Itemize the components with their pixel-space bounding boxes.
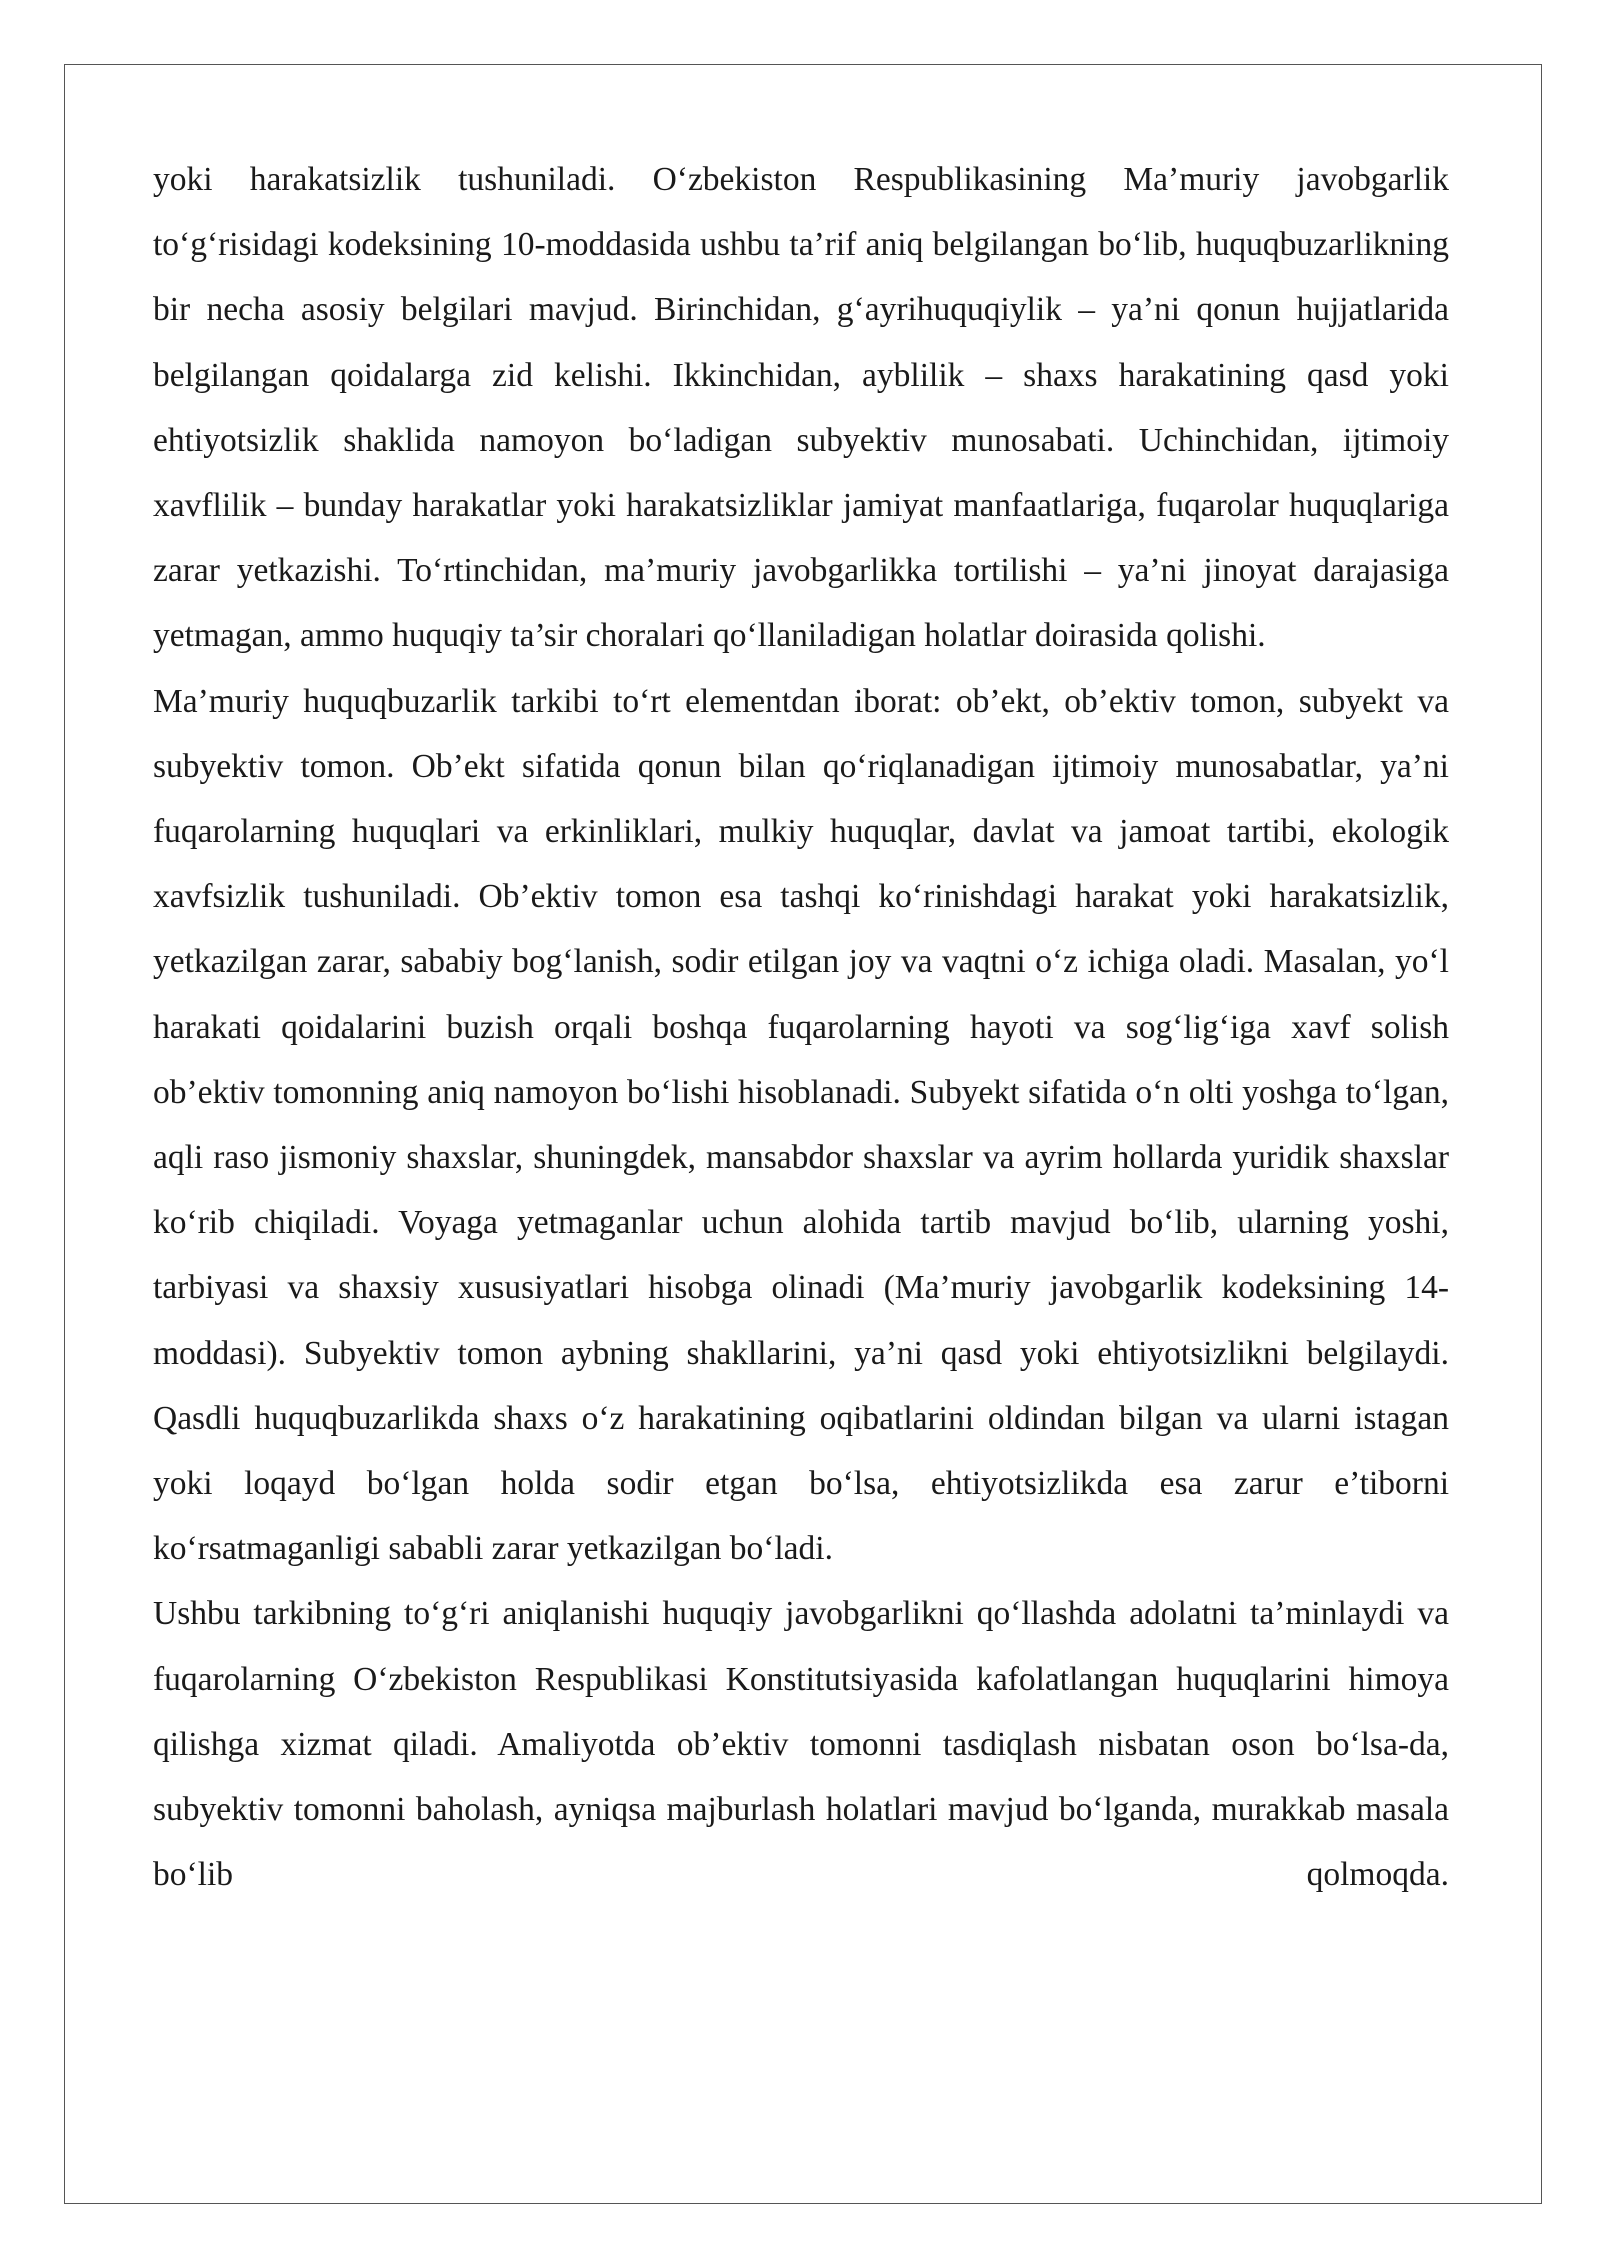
paragraph-1: yoki harakatsizlik tushuniladi. O‘zbekiston Respublikasining Ma’muriy javobgarlik to‘g‘risidagi kodeksining 10-moddasida ushbu ta’rif aniq belgilangan bo‘lib, huquqbuzarlikning bir necha asosiy belgilari mavjud. Birinchidan, g‘ayrihuquqiylik – ya’ni qonun hujjatlarida belgilangan qoidalarga zid kelishi. Ikkinchidan, ayblilik – shaxs harakatining qasd yoki ehtiyotsizlik shaklida namoyon bo‘ladigan subyektiv munosabati. Uchinchidan, ijtimoiy xavflilik – bunday harakatlar yoki harakatsizliklar jamiyat manfaatlariga, fuqarolar huquqlariga zarar yetkazishi. To‘rtinchidan, ma’muriy javobgarlikka tortilishi – ya’ni jinoyat darajasiga yetmagan, ammo huquqiy ta’sir choralari qo‘llaniladigan holatlar doirasida qolishi. [153,161,1449,655]
paragraph-2: Ma’muriy huquqbuzarlik tarkibi to‘rt elementdan iborat: ob’ekt, ob’ektiv tomon, subyekt va subyektiv tomon. Ob’ekt sifatida qonun bilan qo‘riqlanadigan ijtimoiy munosabatlar, ya’ni fuqarolarning huquqlari va erkinliklari, mulkiy huquqlar, davlat va jamoat tartibi, ekologik xavfsizlik tushuniladi. Ob’ektiv tomon esa tashqi ko‘rinishdagi harakat yoki harakatsizlik, yetkazilgan zarar, sababiy bog‘lanish, sodir etilgan joy va vaqtni o‘z ichiga oladi. Masalan, yo‘l harakati qoidalarini buzish orqali boshqa fuqarolarning hayoti va sog‘lig‘iga xavf solish ob’ektiv tomonning aniq namoyon bo‘lishi hisoblanadi. Subyekt sifatida o‘n olti yoshga to‘lgan, aqli raso jismoniy shaxslar, shuningdek, mansabdor shaxslar va ayrim hollarda yuridik shaxslar ko‘rib chiqiladi. Voyaga yetmaganlar uchun alohida tartib mavjud bo‘lib, ularning yoshi, tarbiyasi va shaxsiy xususiyatlari hisobga olinadi (Ma’muriy javobgarlik kodeksining 14-moddasi). Subyektiv tomon aybning shakllarini, ya’ni qasd yoki ehtiyotsizlikni belgilaydi. Qasdli huquqbuzarlikda shaxs o‘z harakatining oqibatlarini oldindan bilgan va ularni istagan yoki loqayd bo‘lgan holda sodir etgan bo‘lsa, ehtiyotsizlikda esa zarur e’tiborni ko‘rsatmaganligi sababli zarar yetkazilgan bo‘ladi. [153,682,1449,1568]
paragraph-3: Ushbu tarkibning to‘g‘ri aniqlanishi huquqiy javobgarlikni qo‘llashda adolatni ta’minlaydi va fuqarolarning O‘zbekiston Respublikasi Konstitutsiyasida kafolatlangan huquqlarini himoya qilishga xizmat qiladi. Amaliyotda ob’ektiv tomonni tasdiqlash nisbatan oson bo‘lsa-da, subyektiv tomonni baholash, ayniqsa majburlash holatlari mavjud bo‘lganda, murakkab masala bo‘lib qolmoqda. [153,1595,1449,1894]
document-body [153,147,1449,1907]
